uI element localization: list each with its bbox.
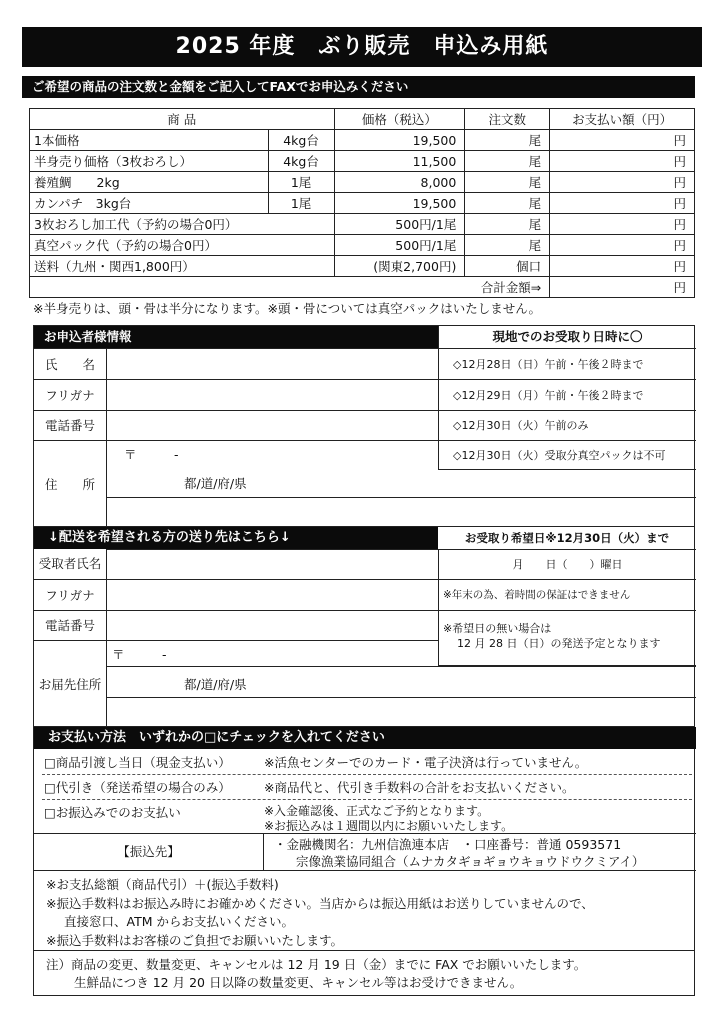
product-row [30,130,695,151]
footer-line2: 生鮮品につき 12 月 20 日以降の数量変更、キャンセル等はお受けできません。 [74,975,523,990]
payment-note-line: ※振込手数料はお振込み時にお確かめください。当店からは振込用紙はお送りしていませんので、 [46,895,594,911]
product-price: 500円/1尾 [334,235,465,256]
recipient-label: 受取者氏名 [38,556,102,571]
bank-info-line2: 宗像漁業協同組合（ムナカタギョギョウキョウドウクミアイ） [296,854,645,869]
applicant-header: お申込者様情報 [34,326,438,348]
product-row [30,235,695,256]
product-row [30,172,695,193]
address-pref: 都/道/府/県 [184,476,247,491]
delivery-date-header: お受取り希望日※12月30日（火）まで [464,531,670,545]
payment-option-cod[interactable]: □代引き（発送希望の場合のみ） [44,780,231,795]
address-label: 住 所 [34,440,106,528]
payment-section [33,727,695,951]
payment-note-line: 直接窓口、ATM からお支払いください。 [64,914,294,929]
delivery-pref: 都/道/府/県 [184,677,247,692]
phone-label: 電話番号 [34,410,106,440]
applicant-section [33,325,695,527]
kana-label: フリガナ [34,379,106,410]
kana-input[interactable] [106,379,438,410]
total-row [30,277,695,298]
product-spec: 1尾 [268,172,334,193]
product-header-row [30,109,695,130]
product-name: 半身売り価格（3枚おろし） [30,151,269,172]
pickup-header: 現地でのお受取り日時に〇 [438,326,696,348]
payment-divider [42,774,692,775]
pickup-option[interactable]: ◇12月28日（日）午前・午後２時まで [438,348,696,379]
total-label: 合計金額⇒ [30,277,550,298]
payment-header: お支払い方法 いずれかの□にチェックを入れてください [34,727,696,749]
delivery-address-divider [106,697,696,698]
payment-note-cash: ※活魚センターでのカード・電子決済は行っていません。 [264,755,588,770]
delivery-time-note: ※年末の為、着時間の保証はできません [438,579,696,610]
header-amount: お支払い額（円） [550,109,695,130]
footer-line1: 注）商品の変更、数量変更、キャンセルは 12 月 19 日（金）までに FAX でお願いいたします。 [46,957,587,972]
pickup-option[interactable]: ◇12月30日（火）午前のみ [438,410,696,440]
delivery-address-label: お届先住所 [34,640,106,727]
delivery-kana-input[interactable] [106,579,438,610]
header-price: 価格（税込） [334,109,465,130]
product-name: 真空パック代（予約の場合0円） [30,235,335,256]
payment-note-transfer-2: ※お振込みは１週間以内にお願いいたします。 [264,819,514,833]
product-row [30,256,695,277]
delivery-section [33,527,695,727]
default-note-line1: ※希望日の無い場合は [443,622,552,635]
footer-note [33,951,695,996]
page-title: 2025 年度 ぶり販売 申込み用紙 [22,27,702,67]
total-amount-field[interactable]: 円 [550,277,695,298]
amount-field[interactable]: 円 [550,235,695,256]
amount-field[interactable]: 円 [550,214,695,235]
product-name: 送料（九州・関西1,800円） [30,256,335,277]
delivery-phone-label: 電話番号 [34,610,106,640]
header-quantity: 注文数 [465,109,550,130]
quantity-field[interactable]: 尾 [465,193,550,214]
product-row [30,151,695,172]
product-table [29,108,695,298]
product-name: 養殖鯛 2kg [30,172,269,193]
quantity-field[interactable]: 尾 [465,214,550,235]
header-product: 商 品 [30,109,335,130]
name-label: 氏 名 [34,348,106,379]
product-name: 3枚おろし加工代（予約の場合0円） [30,214,335,235]
amount-field[interactable]: 円 [550,172,695,193]
product-row [30,193,695,214]
payment-option-transfer[interactable]: □お振込みでのお支払い [44,805,181,820]
phone-input[interactable] [106,410,438,440]
postal-mark: 〒 - [124,447,179,462]
delivery-address-row [106,666,696,667]
amount-field[interactable]: 円 [550,151,695,172]
delivery-kana-label: フリガナ [34,579,106,610]
quantity-field[interactable]: 尾 [465,130,550,151]
amount-field[interactable]: 円 [550,193,695,214]
delivery-default-note [438,610,696,666]
payment-note-transfer: ※入金確認後、正式なご予約となります。 [264,804,490,818]
product-price: 19,500 [334,193,465,214]
address-divider [106,497,696,498]
default-note-line2: 12 月 28 日（日）の発送予定となります [457,637,661,650]
product-price: 500円/1尾 [334,214,465,235]
product-price: 19,500 [334,130,465,151]
payment-divider [42,799,692,800]
product-price: 8,000 [334,172,465,193]
pickup-option[interactable]: ◇12月29日（月）午前・午後２時まで [438,379,696,410]
delivery-phone-input[interactable] [106,610,438,640]
amount-field[interactable]: 円 [550,256,695,277]
payment-option-cash[interactable]: □商品引渡し当日（現金支払い） [44,755,231,770]
payment-note-cod: ※商品代と、代引き手数料の合計をお支払いください。 [264,780,575,795]
pickup-option[interactable]: ◇12月30日（火）受取分真空パックは不可 [438,440,696,470]
quantity-field[interactable]: 尾 [465,172,550,193]
product-name: 1本価格 [30,130,269,151]
half-cut-note: ※半身売りは、頭・骨は半分になります。※頭・骨については真空パックはいたしません。 [33,301,541,316]
payment-notes [46,876,594,950]
amount-field[interactable]: 円 [550,130,695,151]
product-name: カンパチ 3kg台 [30,193,269,214]
quantity-field[interactable]: 尾 [465,151,550,172]
product-price: (関東2,700円) [334,256,465,277]
product-spec: 4kg台 [268,130,334,151]
bank-label: 【振込先】 [34,833,264,871]
product-spec: 4kg台 [268,151,334,172]
payment-note-line: ※お支払総額（商品代引）＋(振込手数料) [46,877,279,892]
delivery-header: ↓配送を希望される方の送り先はこちら↓ [34,527,438,549]
product-spec: 1尾 [268,193,334,214]
delivery-postal-mark: 〒 - [112,647,167,662]
bank-info-line1: ・金融機関名：九州信漁連本店 ・口座番号：普通 0593571 [274,837,622,852]
delivery-date-field[interactable]: 月 日（ ）曜日 [438,549,696,579]
product-price: 11,500 [334,151,465,172]
recipient-input[interactable] [106,549,438,579]
payment-note-line: ※振込手数料はお客様のご負担でお願いいたします。 [46,932,343,948]
quantity-field[interactable]: 個口 [465,256,550,277]
product-row [30,214,695,235]
instruction-banner: ご希望の商品の注文数と金額をご記入してFAXでお申込みください [22,76,695,98]
name-input[interactable] [106,348,438,379]
quantity-field[interactable]: 尾 [465,235,550,256]
